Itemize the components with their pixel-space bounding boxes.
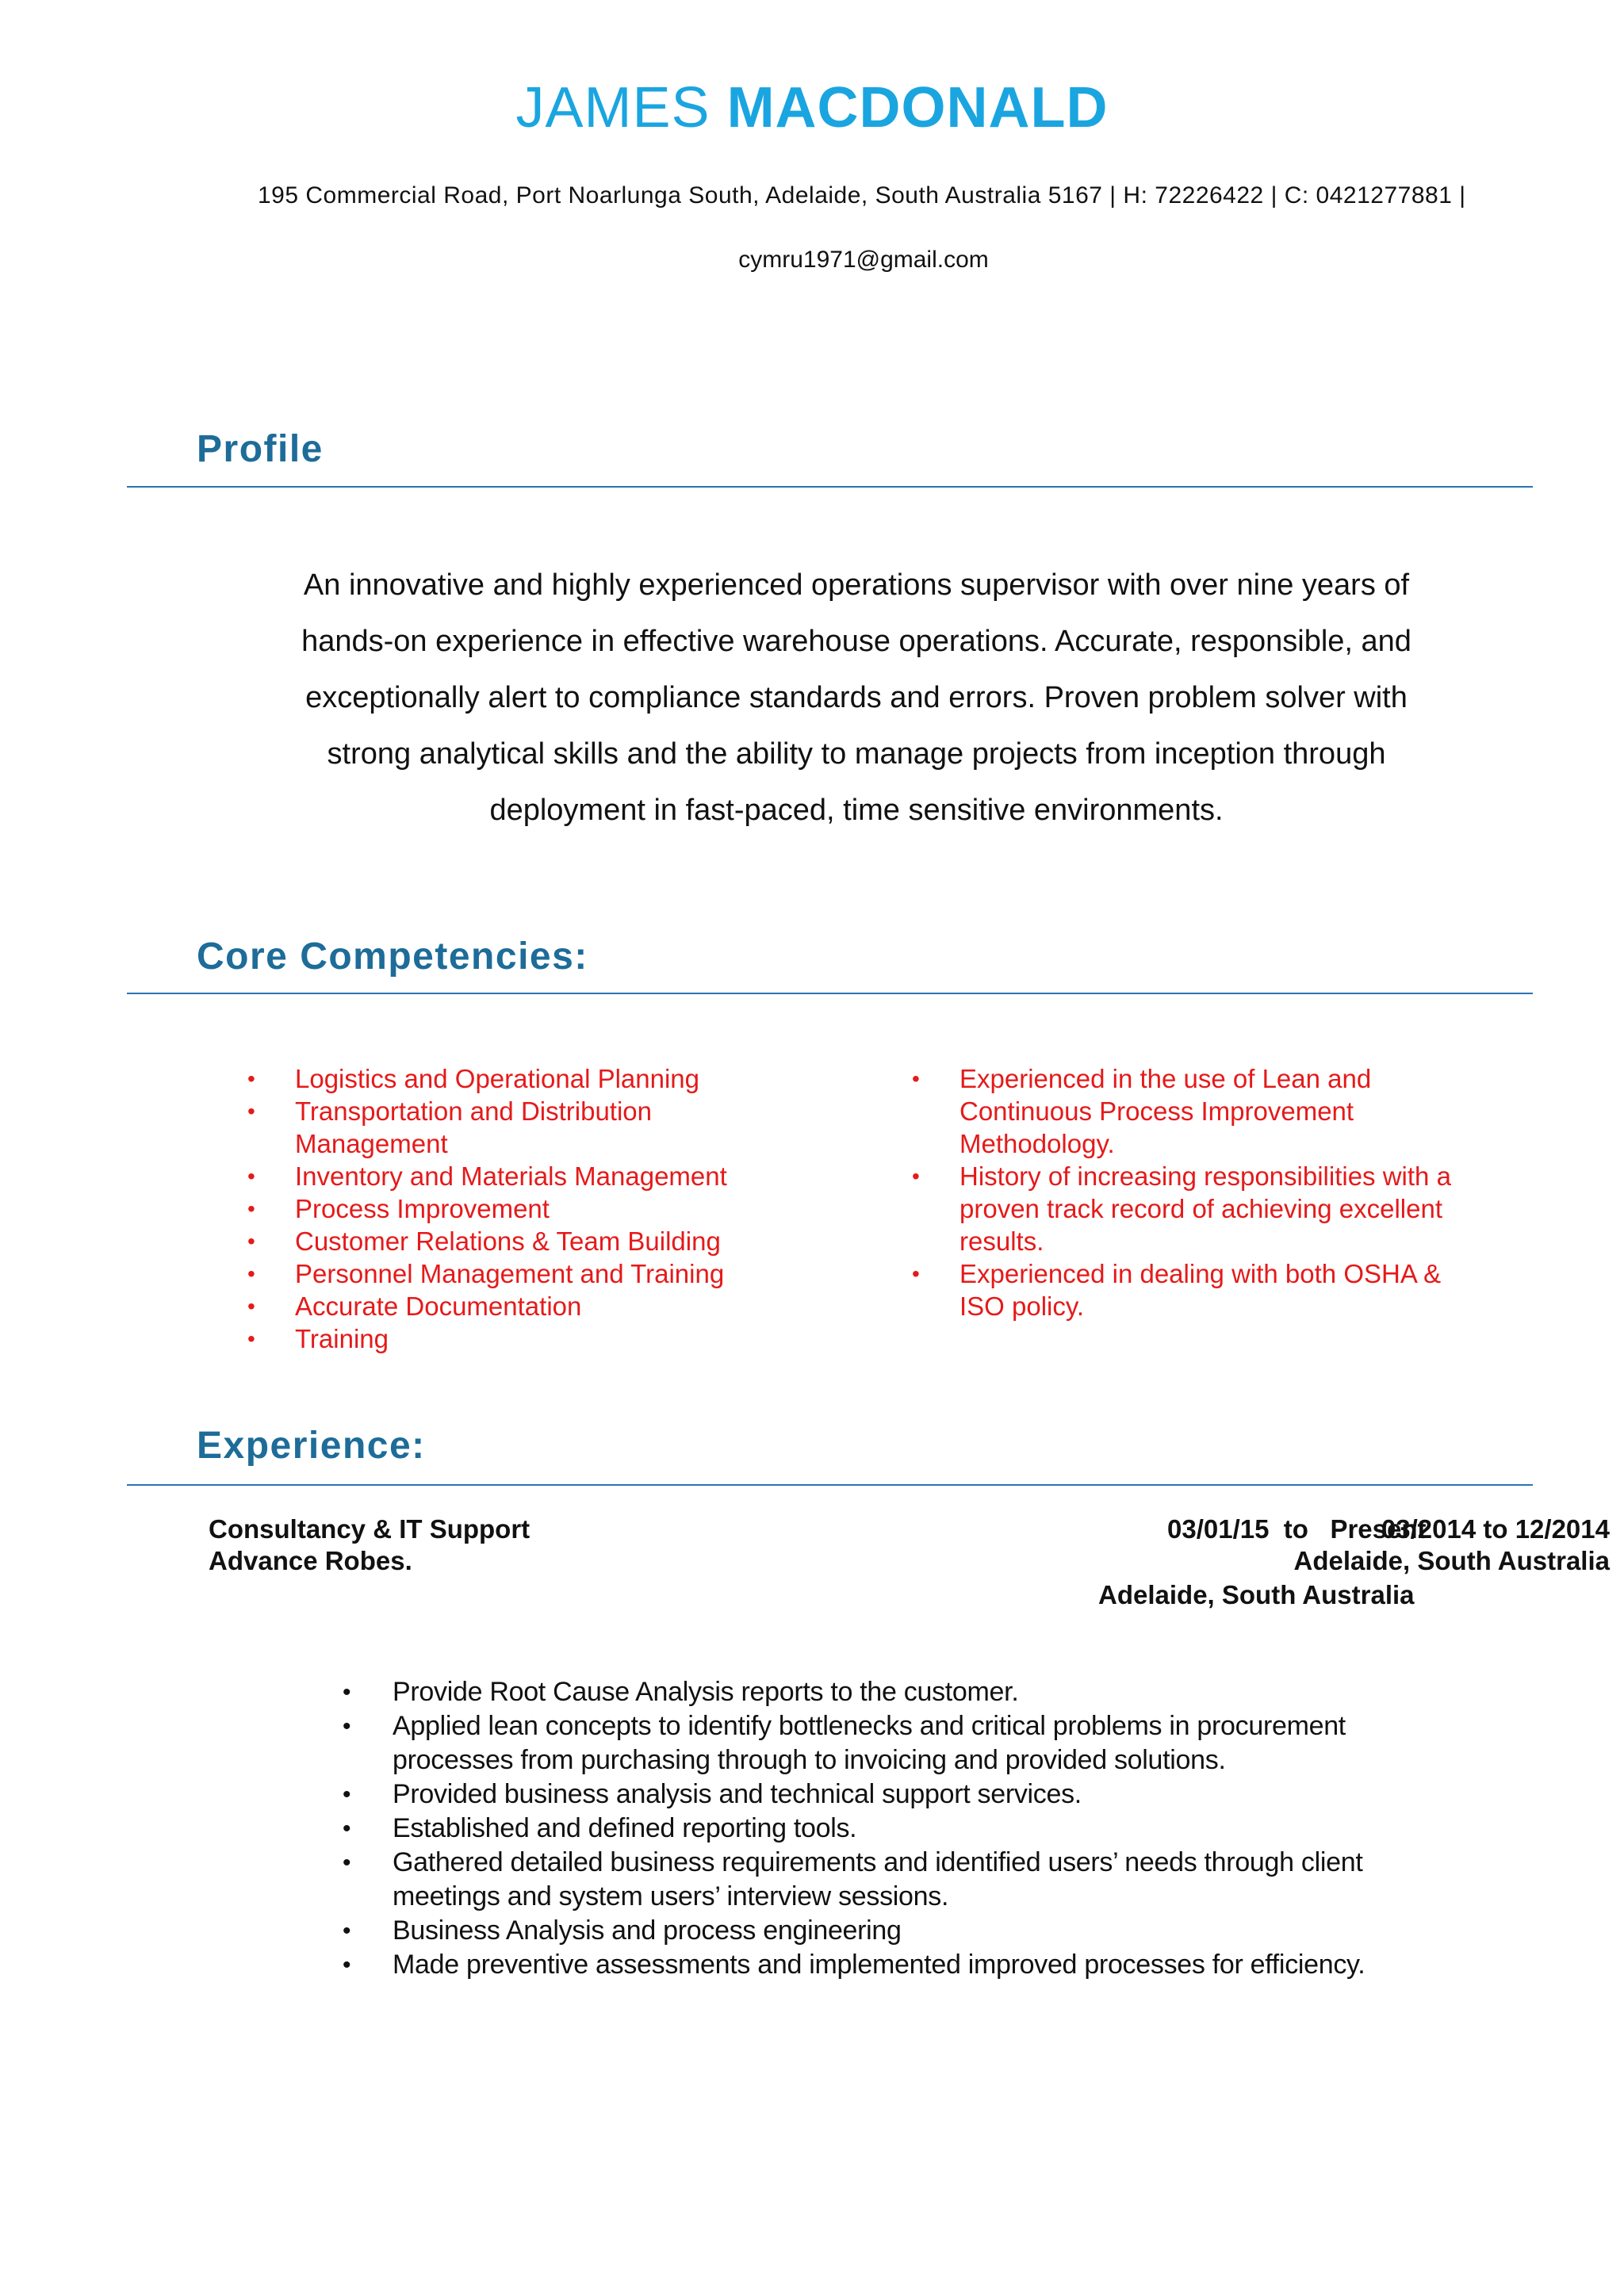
list-item: • Process Improvement (247, 1194, 550, 1223)
bullet-icon: • (247, 1066, 255, 1091)
competencies-list-right (912, 1062, 1451, 1322)
last-name: MACDONALD (726, 76, 1109, 140)
bullet-icon: • (247, 1164, 255, 1188)
bullet-icon: • (343, 1713, 351, 1739)
list-item: • Transportation and Distribution Management (247, 1096, 653, 1158)
bullet-icon: • (343, 1850, 351, 1876)
list-item: • Applied lean concepts to identify bottlenecks and critical problems in procurement processes from purchasing through to invoicing and provided solutions. (343, 1711, 1346, 1775)
bullet-icon: • (912, 1261, 920, 1286)
list-item: • History of increasing responsibilities with a proven track record of achieving excellent results. (912, 1161, 1451, 1256)
bullet-icon: • (343, 1952, 351, 1978)
list-item: • Established and defined reporting tools. (393, 1812, 1439, 1846)
competencies-list-left (247, 1062, 787, 1355)
profile-divider (127, 486, 1533, 488)
bullet-icon: • (247, 1294, 255, 1318)
list-item: • Experienced in the use of Lean and Continuous Process Improvement Methodology. (912, 1064, 1372, 1158)
experience-divider (127, 1484, 1533, 1486)
competencies-divider (127, 993, 1533, 994)
list-item: • Personnel Management and Training (247, 1259, 725, 1288)
candidate-name (0, 76, 1624, 140)
competencies-heading: Core Competencies: (197, 936, 588, 978)
contact-email: cymru1971@gmail.com (738, 247, 989, 273)
bullet-icon: • (343, 1816, 351, 1842)
job-title: Consultancy & IT Support (209, 1514, 530, 1544)
list-item: • Provide Root Cause Analysis reports to the customer. (393, 1675, 1439, 1709)
list-item: • Customer Relations & Team Building (247, 1226, 721, 1256)
bullet-icon: • (247, 1326, 255, 1351)
job-dates-primary: 03/01/15 to Present (1167, 1514, 1427, 1544)
bullet-icon: • (912, 1066, 920, 1091)
job-location-secondary: Adelaide, South Australia (1293, 1546, 1610, 1575)
job-duties-list (343, 1675, 1439, 1982)
list-item: • Gathered detailed business requirements and identified users’ needs through client meetings and system users’ interview sessions. (343, 1847, 1363, 1911)
list-item: • Experienced in dealing with both OSHA & ISO policy. (912, 1259, 1442, 1321)
profile-heading: Profile (197, 428, 324, 470)
job-dates-secondary: 03/2014 to 12/2014 (1381, 1514, 1610, 1544)
list-item: • Business Analysis and process engineering (393, 1914, 1439, 1948)
experience-heading: Experience: (197, 1425, 426, 1467)
bullet-icon: • (247, 1099, 255, 1123)
list-item: • Logistics and Operational Planning (247, 1064, 700, 1093)
list-item: • Inventory and Materials Management (247, 1161, 727, 1191)
list-item: • Made preventive assessments and implemented improved processes for efficiency. (393, 1948, 1439, 1982)
first-name: JAMES (515, 76, 710, 140)
list-item: • Accurate Documentation (247, 1292, 582, 1321)
list-item: • Training (247, 1324, 389, 1353)
bullet-icon: • (247, 1229, 255, 1253)
bullet-icon: • (343, 1679, 351, 1705)
bullet-icon: • (912, 1164, 920, 1188)
bullet-icon: • (343, 1918, 351, 1944)
profile-summary: An innovative and highly experienced operations supervisor with over nine years of hands-on experience in effective warehouse operations. Accurate, responsible, and exceptionally alert to compliance standards and errors. Proven problem solver with strong analytical skills and the ability to manage projects from inception through deployment in fast-paced, time sensitive environments. (301, 568, 1411, 827)
bullet-icon: • (247, 1196, 255, 1221)
bullet-icon: • (343, 1781, 351, 1808)
contact-address: 195 Commercial Road, Port Noarlunga South, Adelaide, South Australia 5167 | H: 72226422 | C: 0421277881 | (258, 182, 1466, 209)
job-location-primary: Adelaide, South Australia (1098, 1580, 1415, 1609)
bullet-icon: • (247, 1261, 255, 1286)
list-item: • Provided business analysis and technical support services. (393, 1777, 1439, 1812)
job-company: Advance Robes. (209, 1546, 412, 1575)
